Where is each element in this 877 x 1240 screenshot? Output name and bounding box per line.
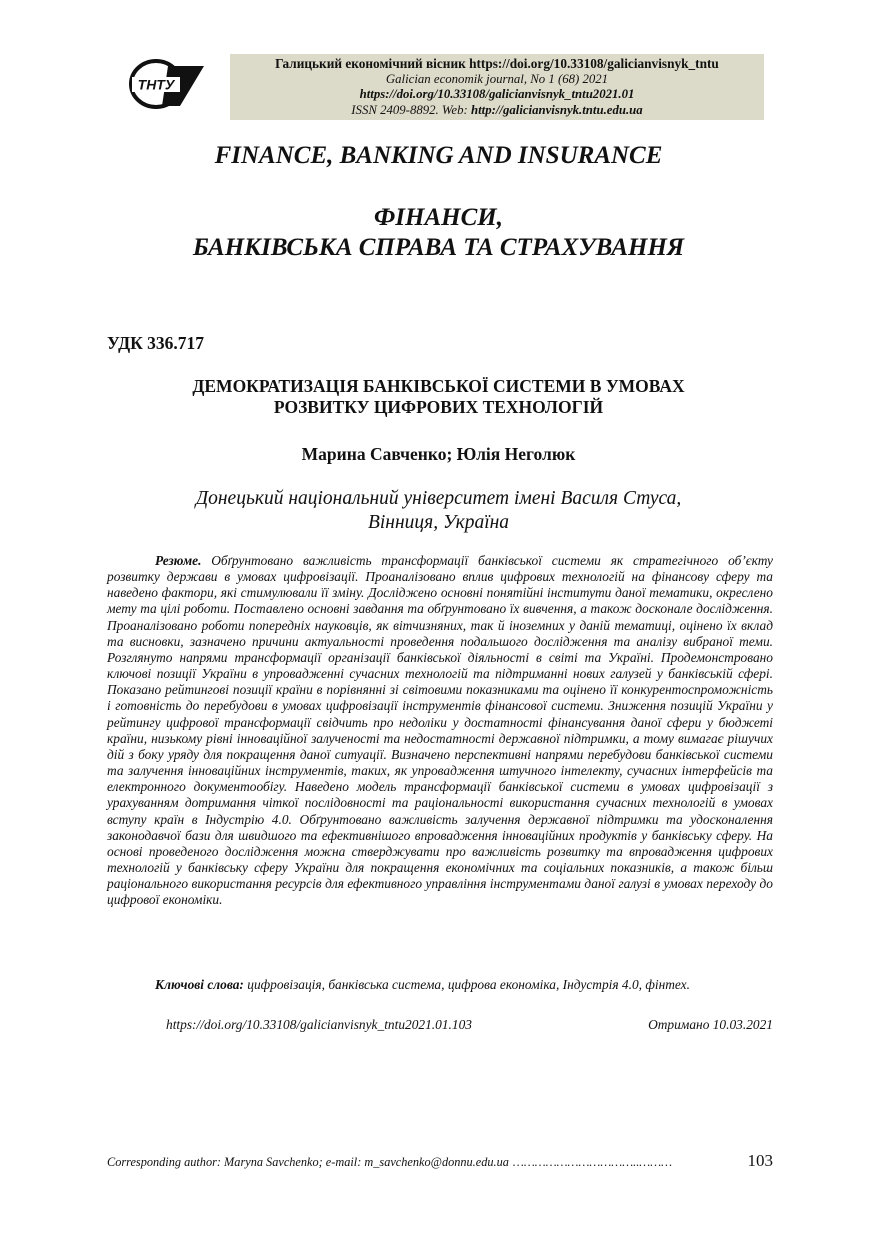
tntu-logo-icon bbox=[128, 56, 206, 112]
article-title bbox=[0, 376, 877, 418]
journal-title-line: Галицький економічний вісник https://doi.org/10.33108/galicianvisnyk_tntu bbox=[275, 56, 719, 71]
affiliation-line-2: Вінниця, Україна bbox=[367, 512, 510, 533]
authors: Марина Савченко; Юлія Неголюк bbox=[301, 444, 576, 464]
journal-web-link[interactable]: http://galicianvisnyk.tntu.edu.ua bbox=[470, 102, 643, 117]
keywords-text: цифровізація, банківська система, цифрова економіка, Індустрія 4.0, фінтех. bbox=[247, 977, 690, 992]
section-title-uk bbox=[0, 203, 877, 263]
abstract-text: Обґрунтовано важливість трансформації банківської системи як стратегічного об’єкту розвитку держави в умовах цифровізації. Проаналізовано вплив цифрових технологій на фінансову сферу та наведено фактори, які стимулювали її зміну. Досліджено основні понятійні інститути даної тематики, окреслено мету та цілі роботи. Поставлено основні завдання та обґрунтовано їх вивчення, а також досконале дослідження. Проаналізовано роботи попередніх науковців, як вітчизняних, так й іноземних у даній тематиці, оцінено їх вклад та висновки, зазначено причини актуальності проведення подальшого дослідження та аналізу вибраної теми. Розглянуто напрями трансформації організації банківської діяльності в світі та Україні. Продемонстровано ключові позиції України в упровадженні сучасних технологій та підтриманні нових галузей у банківській сфері. Показано рейтингові позиції країни в порівнянні зі світовими показниками та оцінено її конкурентоспроможність і готовність до перебудови в умовах цифровізації інструментів фінансової системи. Зниження позицій України у рейтингу цифрової трансформації свідчить про недоліки у достатності фінансування даної сфери у бюджеті країни, низькому рівні інноваційної залученості та недостатності державної підтримки, а тому вимагає рішучих дій з боку уряду для покращення даної ситуації. Визначено перспективні напрями перебудови банківської системи та залучення інноваційних інструментів, таких, як упровадження штучного інтелекту, сучасних інтерфейсів та електронного документообігу. Наведено модель трансформації банківської системи в умовах цифровізації з урахуванням дотримання чіткої послідовності та раціональності використання сучасних технологій в умовах вступу країн в Індустрію 4.0. Обґрунтовано важливість залучення державної підтримки та удосконалення законодавчої бази для швидшого та ефективнішого впровадження інноваційних продуктів у банківську сферу. На основі проведеного дослідження можна стверджувати про важливість розвитку та впровадження цифрових технологій у банківську сферу України для покращення економічних та соціальних показників, а також більш раціонального використання ресурсів для ефективного управління інструментами даної галузі в умовах переходу до цифрової економіки. bbox=[107, 553, 773, 908]
received-date: Отримано 10.03.2021 bbox=[648, 1017, 773, 1032]
keywords bbox=[107, 977, 773, 993]
section-title-uk-line-2: БАНКІВСЬКА СПРАВА ТА СТРАХУВАННЯ bbox=[192, 234, 685, 261]
issn-line bbox=[230, 103, 764, 119]
logo-text: ТНТУ bbox=[137, 76, 175, 93]
affiliation bbox=[0, 487, 877, 535]
page-number: 103 bbox=[747, 1151, 773, 1170]
article-title-line-2: РОЗВИТКУ ЦИФРОВИХ ТЕХНОЛОГІЙ bbox=[273, 397, 604, 417]
abstract-label: Резюме. bbox=[155, 553, 202, 568]
issue-doi-line: https://doi.org/10.33108/galicianvisnyk_tntu2021.01 bbox=[359, 87, 635, 101]
corresponding-author: Corresponding author: Maryna Savchenko; e-mail: m_savchenko@donnu.edu.ua bbox=[107, 1155, 509, 1169]
article-title-line-1: ДЕМОКРАТИЗАЦІЯ БАНКІВСЬКОЇ СИСТЕМИ В УМОВАХ bbox=[192, 376, 685, 396]
journal-header bbox=[230, 54, 764, 120]
journal-logo bbox=[128, 56, 206, 112]
affiliation-line-1: Донецький національний університет імені Василя Стуса, bbox=[195, 488, 682, 509]
page-footer bbox=[107, 1151, 773, 1171]
issn-text: ISSN 2409-8892. Web: bbox=[351, 102, 468, 117]
journal-issue-line: Galician economik journal, No 1 (68) 2021 bbox=[385, 71, 609, 86]
section-title-en: FINANCE, BANKING AND INSURANCE bbox=[214, 142, 663, 169]
abstract bbox=[107, 553, 773, 908]
footer-leader-dots: ……………………………..……… bbox=[512, 1155, 673, 1169]
keywords-label: Ключові слова: bbox=[155, 977, 244, 992]
article-doi-link[interactable]: https://doi.org/10.33108/galicianvisnyk_tntu2021.01.103 bbox=[166, 1017, 472, 1032]
udc-code: УДК 336.717 bbox=[107, 333, 205, 353]
section-title-uk-line-1: ФІНАНСИ, bbox=[374, 204, 503, 231]
